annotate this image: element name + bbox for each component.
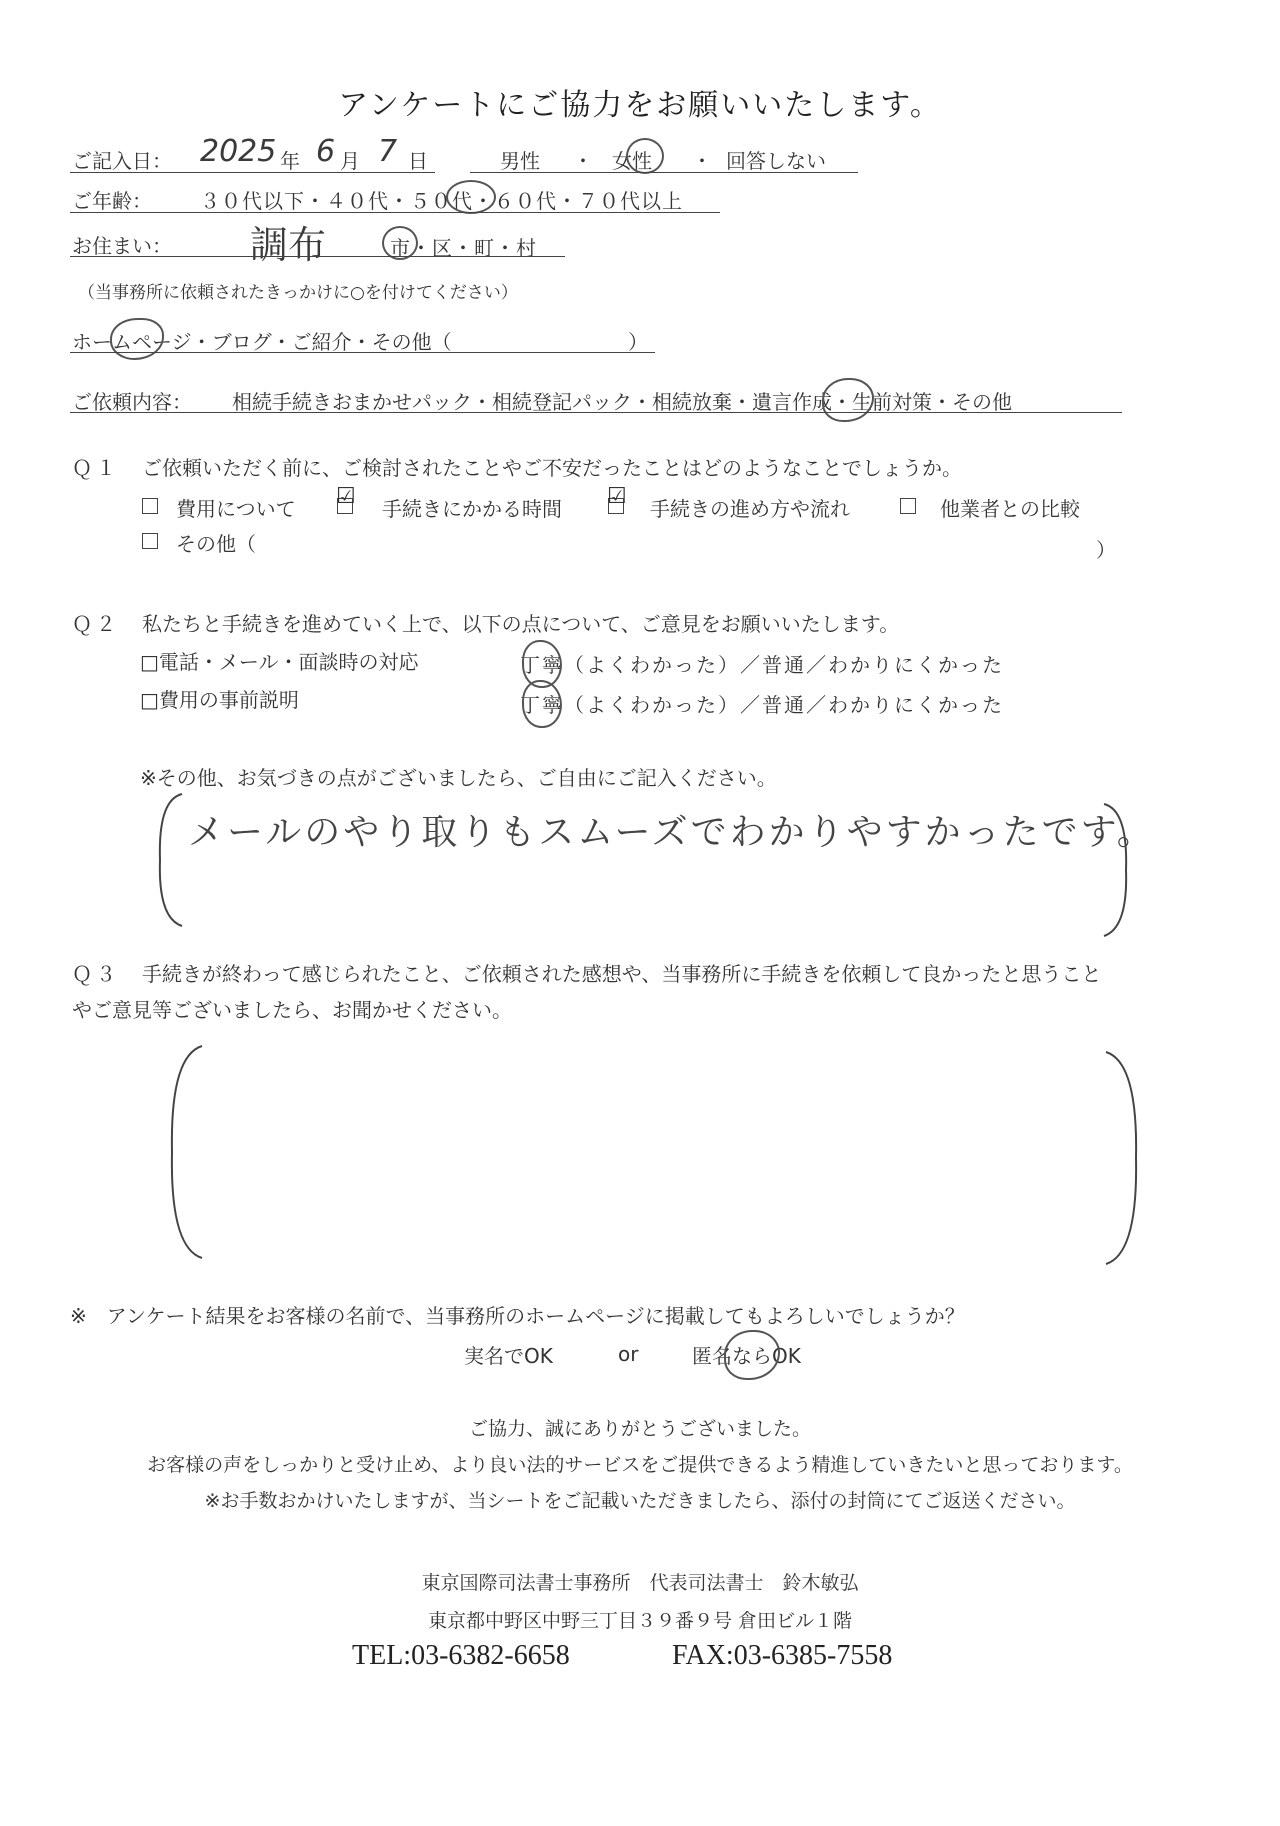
q1-number: Ｑ１ — [72, 456, 120, 480]
q2-scale-fee[interactable]: 丁寧（よくわかった）／普通／わかりにくかった — [520, 693, 1004, 717]
q2-scale-contact[interactable]: 丁寧（よくわかった）／普通／わかりにくかった — [520, 653, 1004, 677]
gender-selected-circle — [626, 138, 664, 174]
referral-other-close: ） — [628, 330, 648, 354]
office-name: 東京国際司法書士事務所 代表司法書士 鈴木敏弘 — [421, 1572, 859, 1594]
age-options[interactable]: ３０代以下・４０代・５０代・６０代・７０代以上 — [200, 189, 683, 213]
publish-option-anon[interactable]: 匿名ならOK — [692, 1344, 801, 1368]
page-title: アンケートにご協力をお願いいたします。 — [338, 88, 942, 123]
entry-day-value[interactable]: 7 — [378, 134, 398, 169]
q1-option-cost: 費用について — [176, 497, 296, 521]
residence-label: お住まい： — [72, 234, 172, 258]
entry-month-unit: 月 — [340, 149, 360, 173]
publish-or: or — [618, 1342, 639, 1366]
q3-question-line1: 手続きが終わって感じられたこと、ご依頼された感想や、当事務所に手続きを依頼して良かったと思うこと — [142, 962, 1102, 986]
closing-return-note: ※お手数おかけいたしますが、当シートをご記載いただきましたら、添付の封筒にてご返送ください。 — [204, 1490, 1076, 1512]
entry-day-unit: 日 — [408, 149, 428, 173]
q1-other-close: ） — [1096, 538, 1116, 562]
q2-item-fee[interactable]: □費用の事前説明 — [140, 688, 299, 712]
gender-option-female[interactable]: 女性 — [612, 149, 652, 173]
request-options[interactable]: 相続手続きおまかせパック・相続登記パック・相続放棄・遺言作成・生前対策・その他 — [232, 390, 1012, 414]
referral-note: （当事務所に依頼されたきっかけに○を付けてください） — [78, 283, 518, 303]
q1-option-time-check-icon: ☑ — [336, 484, 356, 509]
q3-question-line2: やご意見等ございましたら、お聞かせください。 — [72, 998, 512, 1022]
gender-option-no-answer[interactable]: 回答しない — [726, 149, 826, 173]
q2-comment-text[interactable]: メールのやり取りもスムーズでわかりやすかったです。 — [188, 812, 1156, 853]
closing-message: お客様の声をしっかりと受け止め、より良い法的サービスをご提供できるよう精進していきたいと思っております。 — [147, 1454, 1133, 1476]
request-label: ご依頼内容： — [72, 390, 192, 414]
request-selected-circle — [822, 378, 874, 422]
q3-answer-area[interactable] — [220, 1060, 1080, 1240]
q1-option-flow: 手続きの進め方や流れ — [650, 497, 850, 521]
gender-separator-2: ・ — [692, 149, 712, 173]
q1-option-time: 手続きにかかる時間 — [382, 497, 562, 521]
entry-month-value[interactable]: 6 — [316, 134, 336, 169]
q3-answer-left-bracket — [160, 1042, 210, 1262]
q1-question: ご依頼いただく前に、ご検討されたことやご不安だったことはどのようなことでしょうか。 — [142, 456, 962, 480]
q2-item-contact[interactable]: □電話・メール・面談時の対応 — [140, 650, 419, 674]
q3-answer-right-bracket — [1100, 1048, 1150, 1268]
publish-question: ※ アンケート結果をお客様の名前で、当事務所のホームページに掲載してもよろしいでしょうか？ — [70, 1304, 965, 1328]
q3-number: Ｑ３ — [72, 962, 120, 986]
publish-option-real[interactable]: 実名でOK — [464, 1344, 553, 1368]
q2-question: 私たちと手続きを進めていく上で、以下の点について、ご意見をお願いいたします。 — [142, 612, 900, 636]
age-label: ご年齢： — [72, 189, 152, 213]
residence-units[interactable]: 市・区・町・村 — [390, 236, 537, 260]
q1-option-compare-checkbox[interactable] — [900, 498, 916, 514]
closing-thanks: ご協力、誠にありがとうございました。 — [468, 1418, 811, 1440]
entry-year-value[interactable]: 2025 — [200, 134, 277, 169]
office-tel[interactable]: TEL:03-6382-6658 — [352, 1640, 570, 1671]
publish-selected-circle — [724, 1330, 780, 1380]
gender-separator-1: ・ — [573, 149, 593, 173]
residence-value[interactable]: 調布 — [250, 223, 327, 267]
q1-option-other: その他（ — [176, 532, 256, 556]
q1-option-cost-checkbox[interactable] — [142, 498, 158, 514]
office-address: 東京都中野区中野三丁目３９番９号 倉田ビル１階 — [427, 1610, 853, 1632]
q1-option-other-checkbox[interactable] — [142, 533, 158, 549]
referral-options[interactable]: ホームページ・ブログ・ご紹介・その他（ — [72, 330, 452, 354]
q2-fee-selected-circle — [522, 680, 562, 728]
q1-option-compare: 他業者との比較 — [940, 497, 1080, 521]
q2-comment-left-bracket — [150, 790, 190, 930]
residence-selected-circle — [382, 226, 418, 260]
q2-number: Ｑ２ — [72, 612, 120, 636]
age-selected-circle — [446, 180, 496, 214]
q1-option-flow-check-icon: ☑ — [607, 484, 627, 509]
office-fax: FAX:03-6385-7558 — [672, 1640, 893, 1671]
gender-option-male[interactable]: 男性 — [500, 149, 540, 173]
entry-date-label: ご記入日： — [72, 149, 172, 173]
entry-year-unit: 年 — [280, 149, 300, 173]
q2-comment-prompt: ※その他、お気づきの点がございましたら、ご自由にご記入ください。 — [140, 766, 777, 790]
